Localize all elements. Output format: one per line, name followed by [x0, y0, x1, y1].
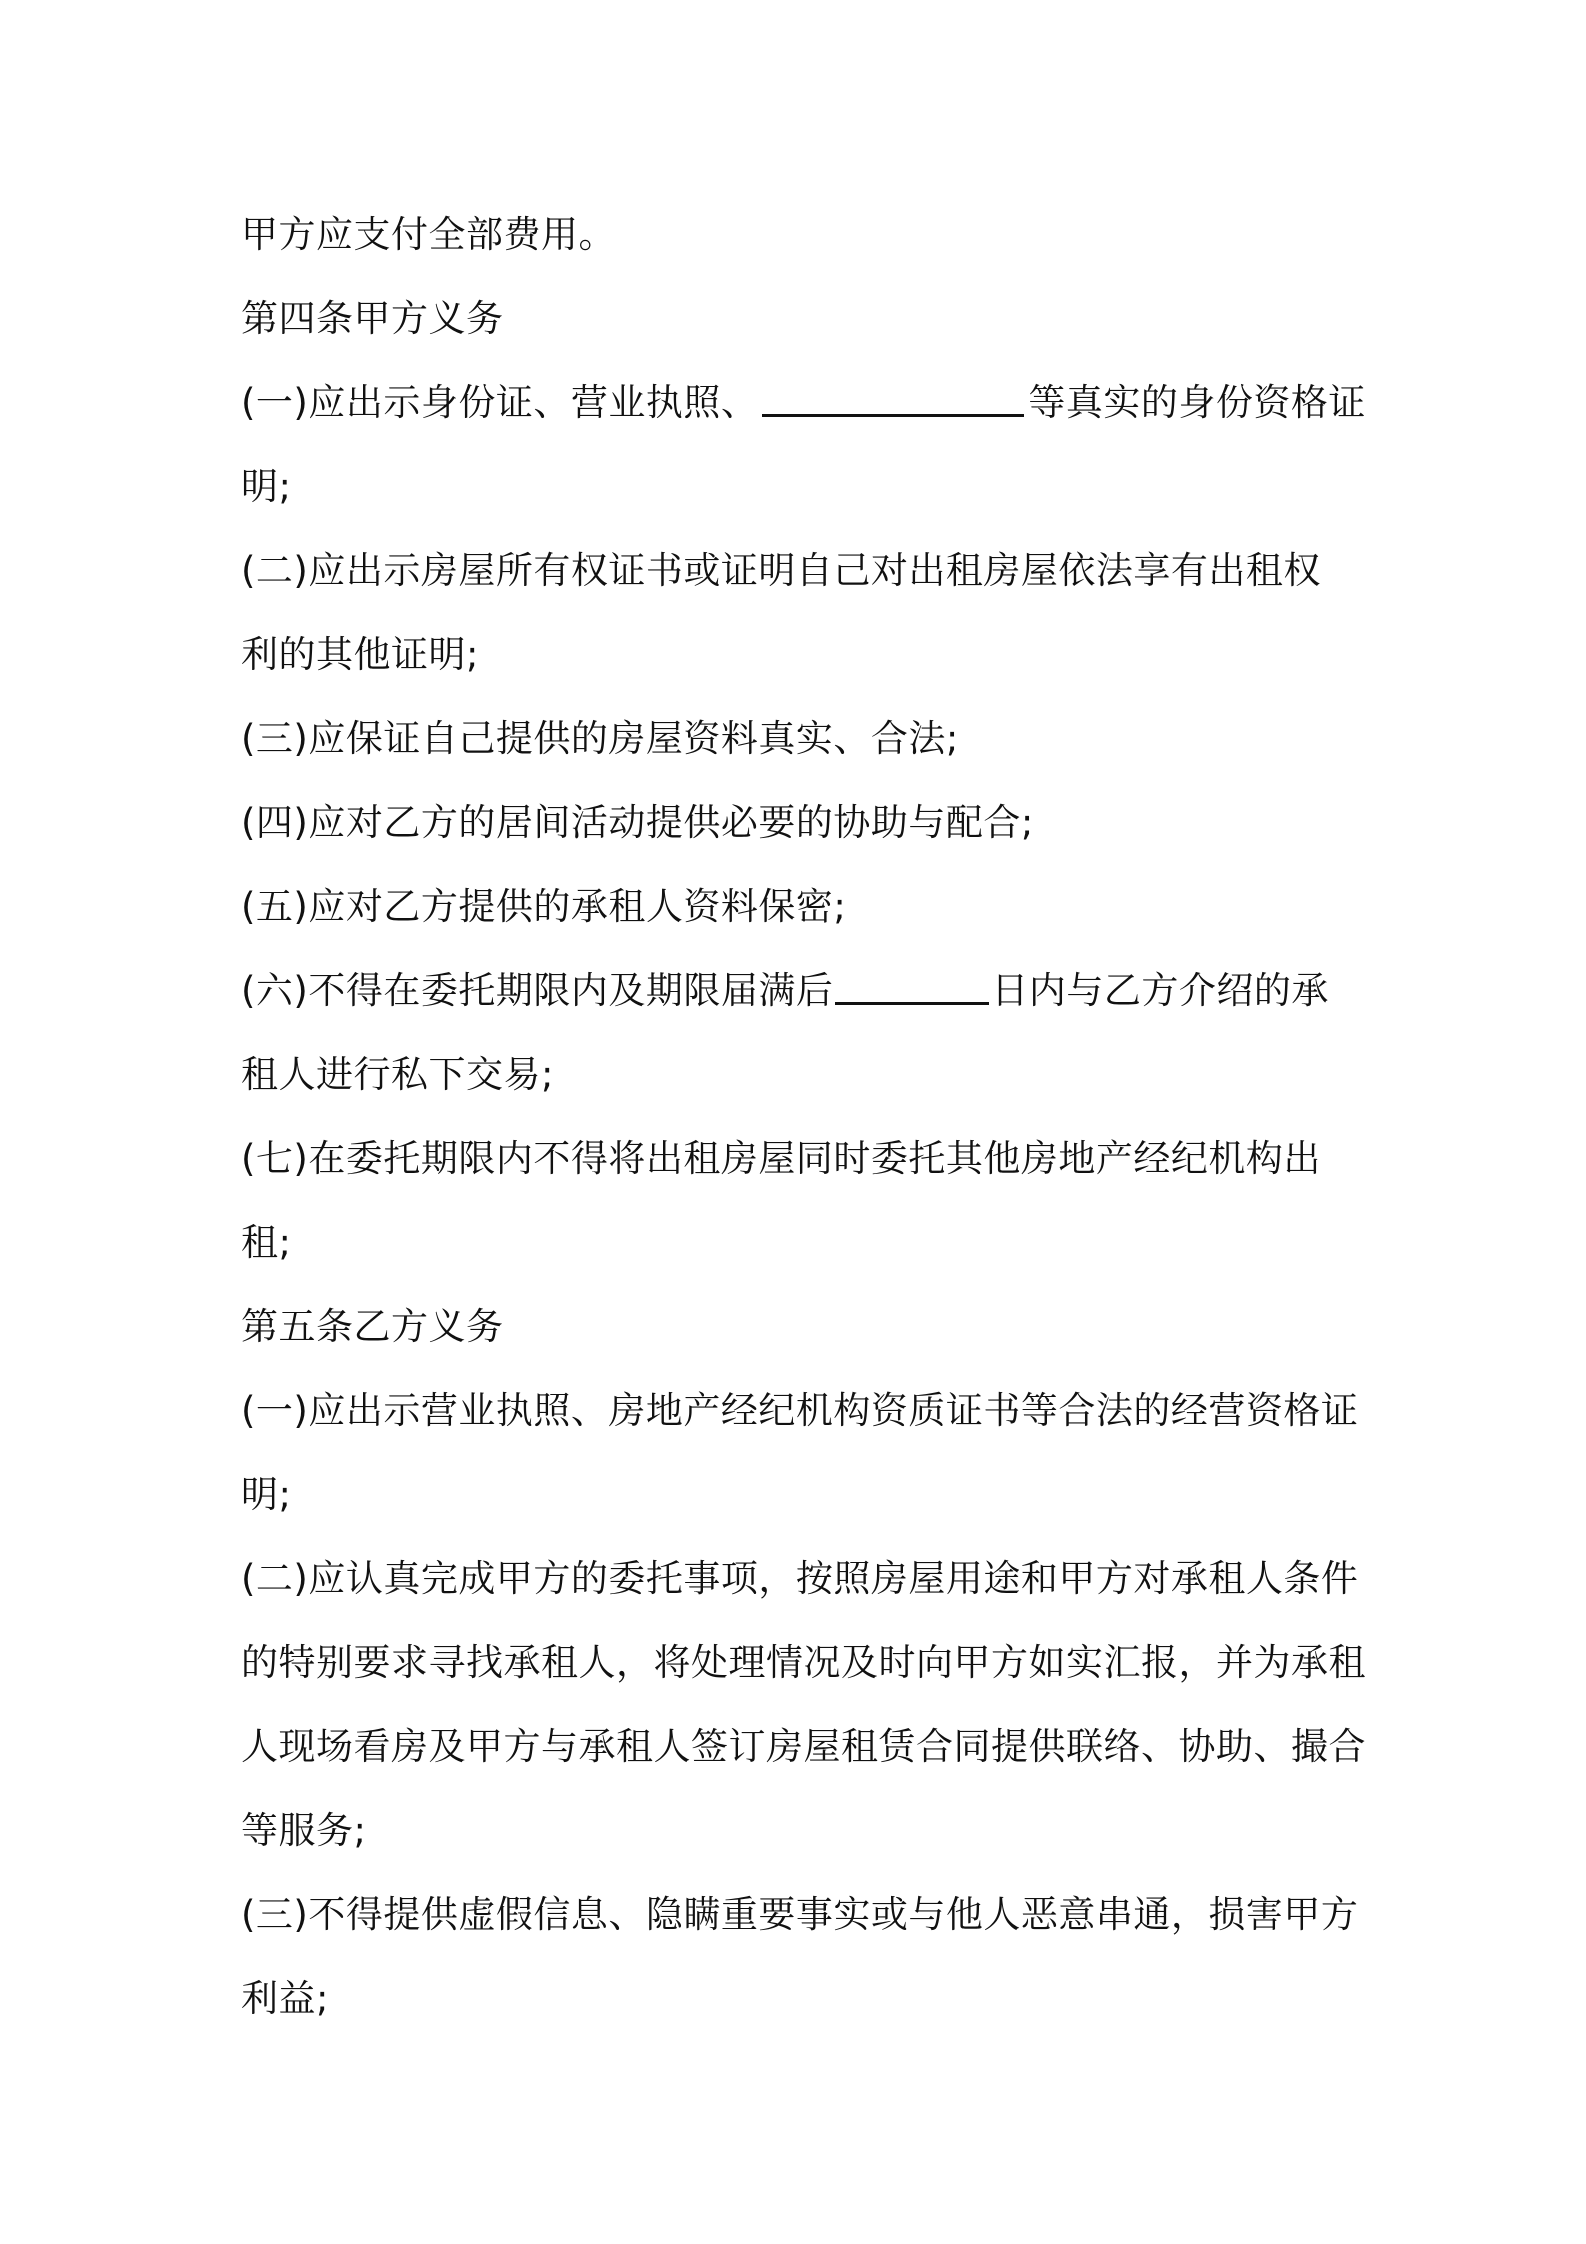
fill-in-blank [762, 380, 1024, 417]
text-line: 甲方应支付全部费用。 [241, 213, 616, 256]
text-segment: (一)应出示身份证、营业执照、 [241, 381, 759, 424]
text-line: (五)应对乙方提供的承租人资料保密; [241, 885, 847, 928]
text-line: (四)应对乙方的居间活动提供必要的协助与配合; [241, 801, 1034, 844]
text-segment: 日内与乙方介绍的承 [991, 969, 1329, 1012]
text-line: (三)应保证自己提供的房屋资料真实、合法; [241, 717, 959, 760]
text-line: (三)不得提供虚假信息、隐瞒重要事实或与他人恶意串通，损害甲方 [241, 1893, 1359, 1936]
text-segment: (六)不得在委托期限内及期限届满后 [241, 969, 834, 1012]
text-line: 利益; [241, 1977, 329, 2020]
text-line [241, 361, 1366, 445]
text-line: (一)应出示营业执照、房地产经纪机构资质证书等合法的经营资格证 [241, 1389, 1359, 1432]
text-line: (二)应认真完成甲方的委托事项，按照房屋用途和甲方对承租人条件 [241, 1557, 1359, 1600]
text-line: 租; [241, 1221, 292, 1264]
text-line: 明; [241, 1473, 292, 1516]
text-line [241, 949, 1361, 1033]
section-heading: 第五条乙方义务 [241, 1305, 504, 1348]
text-segment: 等真实的身份资格证 [1028, 381, 1366, 424]
document-body [241, 193, 1366, 2041]
text-line: 利的其他证明; [241, 633, 479, 676]
text-line: (七)在委托期限内不得将出租房屋同时委托其他房地产经纪机构出 [241, 1137, 1321, 1180]
fill-in-blank [835, 968, 989, 1005]
text-line: 等服务; [241, 1809, 367, 1852]
text-line: 明; [241, 465, 292, 508]
text-line: (二)应出示房屋所有权证书或证明自己对出租房屋依法享有出租权 [241, 549, 1321, 592]
text-line: 的特别要求寻找承租人，将处理情况及时向甲方如实汇报，并为承租 [241, 1641, 1366, 1684]
text-line: 租人进行私下交易; [241, 1053, 554, 1096]
text-line: 人现场看房及甲方与承租人签订房屋租赁合同提供联络、协助、撮合 [241, 1725, 1366, 1768]
section-heading: 第四条甲方义务 [241, 297, 504, 340]
